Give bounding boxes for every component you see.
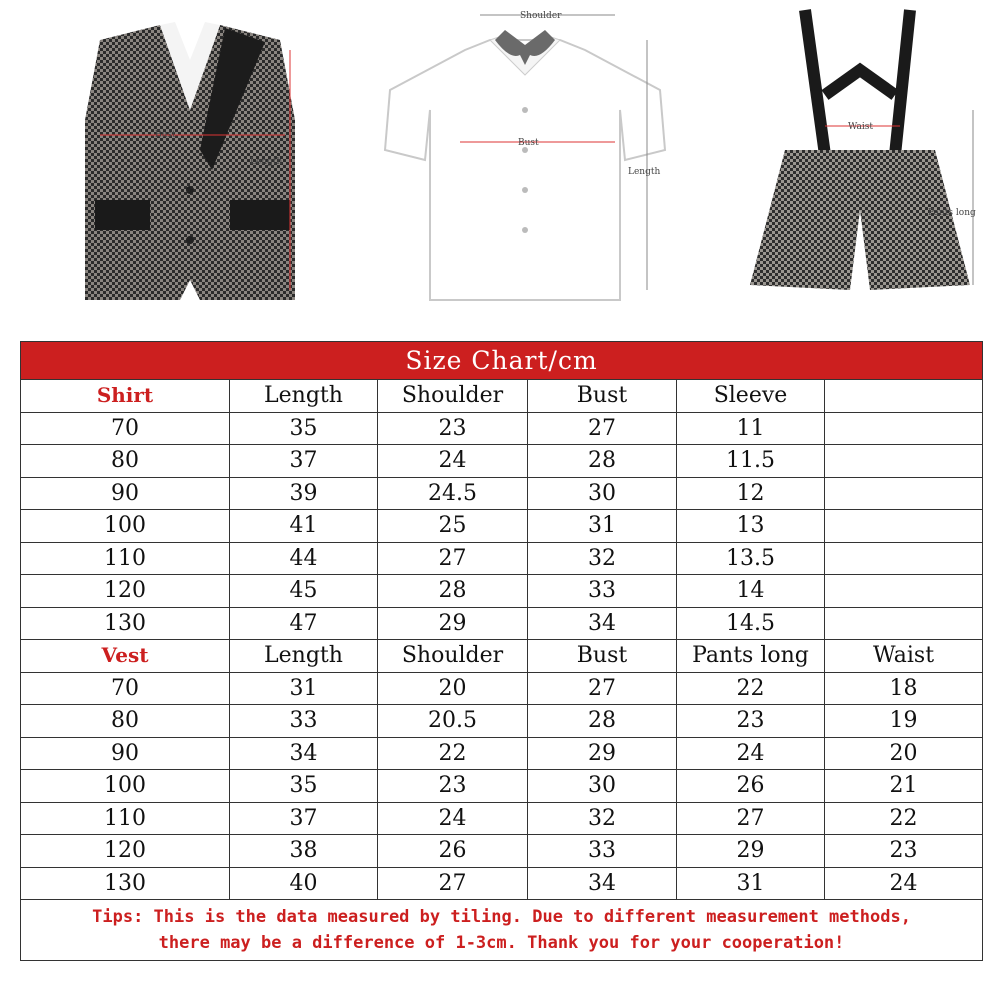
table-cell: 34 — [528, 607, 677, 640]
size-chart-title: Size Chart/cm — [21, 342, 983, 380]
table-cell: 33 — [230, 705, 378, 738]
table-cell: 23 — [378, 770, 528, 803]
table-cell: 28 — [378, 575, 528, 608]
table-cell: 90 — [21, 737, 230, 770]
table-cell: 100 — [21, 770, 230, 803]
table-cell: 23 — [378, 412, 528, 445]
table-cell: 26 — [677, 770, 825, 803]
shirt-size-row — [21, 575, 983, 608]
shirt-size-row — [21, 510, 983, 543]
table-cell: 41 — [230, 510, 378, 543]
vest-bust-label: Bust — [155, 130, 176, 140]
table-cell: 37 — [230, 802, 378, 835]
table-cell: 47 — [230, 607, 378, 640]
table-cell: 21 — [825, 770, 983, 803]
table-cell: 32 — [528, 802, 677, 835]
title-row — [21, 342, 983, 380]
table-cell: 33 — [528, 575, 677, 608]
white-shirt-icon — [370, 0, 680, 335]
table-cell: 20 — [825, 737, 983, 770]
table-cell — [825, 477, 983, 510]
table-cell: 80 — [21, 445, 230, 478]
table-cell — [825, 510, 983, 543]
table-cell: 27 — [378, 867, 528, 900]
tips-note — [21, 900, 983, 961]
vest-size-row — [21, 672, 983, 705]
vest-section-label: Vest — [21, 640, 230, 673]
size-chart-table — [20, 341, 983, 961]
suspender-shorts-icon — [730, 0, 990, 335]
table-cell: 120 — [21, 575, 230, 608]
vest-image — [40, 0, 340, 335]
vest-size-row — [21, 867, 983, 900]
table-cell: 24 — [378, 802, 528, 835]
table-cell: 37 — [230, 445, 378, 478]
table-cell: 18 — [825, 672, 983, 705]
table-cell: 20.5 — [378, 705, 528, 738]
vest-size-row — [21, 770, 983, 803]
table-cell — [825, 542, 983, 575]
table-cell: 90 — [21, 477, 230, 510]
table-cell: 34 — [230, 737, 378, 770]
table-cell: 26 — [378, 835, 528, 868]
table-cell: 27 — [528, 412, 677, 445]
product-images — [0, 0, 1000, 335]
shirt-header-length: Length — [230, 380, 378, 413]
table-cell: 38 — [230, 835, 378, 868]
vest-size-row — [21, 802, 983, 835]
pants-waist-label: Waist — [848, 122, 873, 132]
table-cell: 24.5 — [378, 477, 528, 510]
shirt-shoulder-label: Shoulder — [520, 11, 562, 21]
shirt-size-row — [21, 412, 983, 445]
pants-image — [730, 0, 990, 335]
table-cell: 22 — [677, 672, 825, 705]
table-cell: 22 — [825, 802, 983, 835]
table-cell: 13.5 — [677, 542, 825, 575]
vest-length-label: Length — [250, 157, 283, 167]
table-cell: 29 — [677, 835, 825, 868]
table-cell: 110 — [21, 802, 230, 835]
shirt-size-row — [21, 607, 983, 640]
vest-size-row — [21, 737, 983, 770]
shirt-image — [370, 0, 680, 335]
table-cell: 31 — [230, 672, 378, 705]
shirt-size-row — [21, 477, 983, 510]
vest-size-row — [21, 835, 983, 868]
shirt-size-row — [21, 542, 983, 575]
shirt-bust-label: Bust — [518, 138, 539, 148]
shirt-header-bust: Bust — [528, 380, 677, 413]
tips-row — [21, 900, 983, 961]
table-cell: 70 — [21, 412, 230, 445]
table-cell: 30 — [528, 770, 677, 803]
table-cell: 24 — [825, 867, 983, 900]
shirt-length-label: Length — [628, 167, 661, 177]
table-cell — [825, 575, 983, 608]
vest-header-pants-long: Pants long — [677, 640, 825, 673]
table-cell: 32 — [528, 542, 677, 575]
table-cell: 24 — [378, 445, 528, 478]
table-cell: 39 — [230, 477, 378, 510]
table-cell: 130 — [21, 867, 230, 900]
table-cell: 14.5 — [677, 607, 825, 640]
table-cell: 130 — [21, 607, 230, 640]
vest-header-length: Length — [230, 640, 378, 673]
table-cell: 34 — [528, 867, 677, 900]
table-cell: 31 — [677, 867, 825, 900]
table-cell: 40 — [230, 867, 378, 900]
table-cell: 70 — [21, 672, 230, 705]
vest-header-waist: Waist — [825, 640, 983, 673]
table-cell: 20 — [378, 672, 528, 705]
table-cell: 22 — [378, 737, 528, 770]
table-cell: 100 — [21, 510, 230, 543]
table-cell: 28 — [528, 445, 677, 478]
table-cell: 33 — [528, 835, 677, 868]
table-cell — [825, 607, 983, 640]
vest-size-row — [21, 705, 983, 738]
table-cell: 11.5 — [677, 445, 825, 478]
table-cell: 110 — [21, 542, 230, 575]
shirt-size-row — [21, 445, 983, 478]
table-cell: 14 — [677, 575, 825, 608]
table-cell: 23 — [677, 705, 825, 738]
shirt-section-label: Shirt — [21, 380, 230, 413]
table-cell: 27 — [528, 672, 677, 705]
table-cell: 29 — [528, 737, 677, 770]
shirt-header-empty — [825, 380, 983, 413]
table-cell: 35 — [230, 770, 378, 803]
shirt-header-row — [21, 380, 983, 413]
shirt-header-shoulder: Shoulder — [378, 380, 528, 413]
table-cell: 45 — [230, 575, 378, 608]
table-cell: 19 — [825, 705, 983, 738]
vest-header-shoulder: Shoulder — [378, 640, 528, 673]
table-cell: 25 — [378, 510, 528, 543]
table-cell — [825, 445, 983, 478]
table-cell: 35 — [230, 412, 378, 445]
table-cell: 30 — [528, 477, 677, 510]
table-cell — [825, 412, 983, 445]
table-cell: 11 — [677, 412, 825, 445]
table-cell: 23 — [825, 835, 983, 868]
shirt-header-sleeve: Sleeve — [677, 380, 825, 413]
table-cell: 31 — [528, 510, 677, 543]
pants-long-label: Pants long — [928, 208, 976, 218]
table-cell: 13 — [677, 510, 825, 543]
table-cell: 12 — [677, 477, 825, 510]
table-cell: 29 — [378, 607, 528, 640]
vest-header-bust: Bust — [528, 640, 677, 673]
table-cell: 27 — [378, 542, 528, 575]
table-cell: 44 — [230, 542, 378, 575]
tips-line-2: there may be a difference of 1-3cm. Thank you for your cooperation! — [158, 933, 845, 953]
houndstooth-vest-icon — [40, 0, 340, 335]
tips-line-1: Tips: This is the data measured by tiling. Due to different measurement methods, — [92, 907, 911, 927]
table-cell: 80 — [21, 705, 230, 738]
table-cell: 27 — [677, 802, 825, 835]
table-cell: 24 — [677, 737, 825, 770]
table-cell: 28 — [528, 705, 677, 738]
table-cell: 120 — [21, 835, 230, 868]
vest-header-row — [21, 640, 983, 673]
